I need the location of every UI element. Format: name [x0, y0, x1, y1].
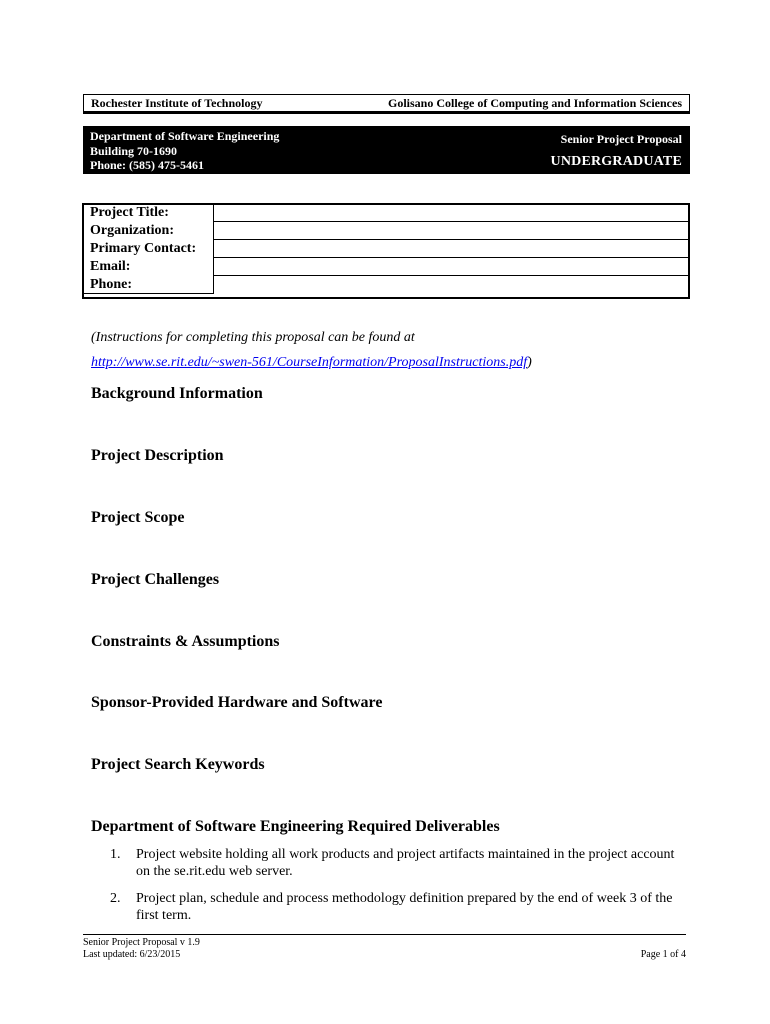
instructions-text: (Instructions for completing this proposal can be found at — [91, 330, 415, 345]
program-level: UNDERGRADUATE — [550, 154, 682, 169]
list-item-number: 2. — [110, 891, 121, 906]
primary-contact-field[interactable] — [214, 240, 691, 258]
department-name: Department of Software Engineering — [90, 129, 280, 143]
list-item-text: Project website holding all work products and project artifacts maintained in the project account on the se.rit.edu web server. — [136, 847, 675, 879]
heading-project-search-keywords: Project Search Keywords — [91, 756, 265, 773]
heading-background-information: Background Information — [91, 385, 263, 402]
department-phone: Phone: (585) 475-5461 — [90, 158, 204, 172]
organization-label: Organization: — [83, 222, 214, 240]
list-item — [110, 846, 682, 880]
institution-name: Rochester Institute of Technology — [91, 95, 263, 110]
footer-version: Senior Project Proposal v 1.9 — [83, 937, 200, 948]
email-label: Email: — [83, 258, 214, 276]
heading-constraints-assumptions: Constraints & Assumptions — [91, 633, 280, 650]
list-item-text: Project plan, schedule and process methodology definition prepared by the end of week 3 of the first term. — [136, 891, 673, 923]
table-row — [83, 204, 690, 222]
email-field[interactable] — [214, 258, 691, 276]
list-item — [110, 890, 682, 924]
college-name: Golisano College of Computing and Information Sciences — [387, 95, 682, 110]
instructions-link[interactable]: http://www.se.rit.edu/~swen-561/CourseInformation/ProposalInstructions.pdf — [91, 355, 528, 370]
department-block — [83, 126, 690, 174]
phone-label: Phone: — [83, 276, 214, 294]
page-footer — [83, 934, 686, 961]
instructions-link-line — [91, 350, 532, 375]
organization-field[interactable] — [214, 222, 691, 240]
list-item-number: 1. — [110, 847, 121, 862]
heading-sponsor-hardware-software: Sponsor-Provided Hardware and Software — [91, 694, 383, 711]
instructions-suffix: ) — [527, 355, 532, 370]
heading-project-scope: Project Scope — [91, 509, 185, 526]
proposal-type — [551, 132, 682, 170]
heading-required-deliverables: Department of Software Engineering Required Deliverables — [91, 818, 500, 835]
department-info — [90, 129, 279, 173]
table-row — [83, 258, 690, 276]
table-row — [83, 222, 690, 240]
table-row — [83, 276, 690, 294]
department-building: Building 70-1690 — [90, 143, 178, 158]
heading-project-challenges: Project Challenges — [91, 571, 220, 588]
footer-line — [83, 949, 686, 961]
phone-field[interactable] — [214, 276, 691, 294]
instructions-note — [91, 325, 532, 375]
project-title-field[interactable] — [214, 204, 691, 222]
deliverables-list — [110, 846, 682, 934]
project-title-label: Project Title: — [83, 204, 214, 222]
table-row — [83, 240, 690, 258]
primary-contact-label: Primary Contact: — [83, 240, 214, 258]
footer-page-number: Page 1 of 4 — [640, 949, 686, 960]
heading-project-description: Project Description — [91, 447, 224, 464]
document-type: Senior Project Proposal — [560, 132, 682, 146]
header-bar — [83, 94, 690, 112]
footer-updated: Last updated: 6/23/2015 — [83, 949, 181, 960]
project-info-table — [83, 204, 690, 294]
